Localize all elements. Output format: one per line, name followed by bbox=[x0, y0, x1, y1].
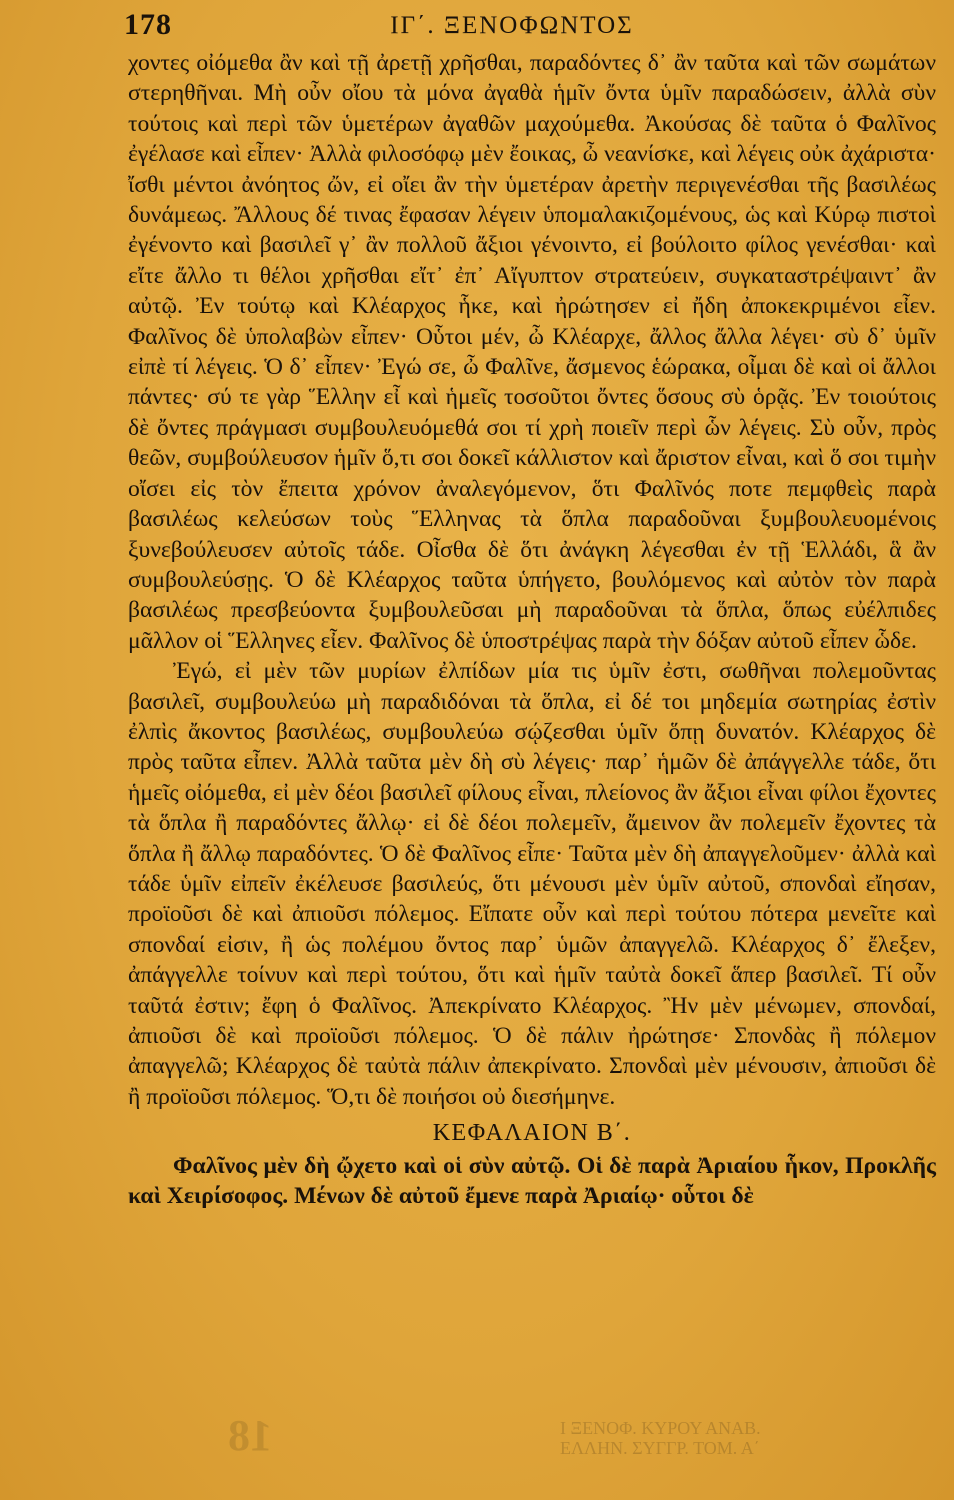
page-number: 178 bbox=[124, 8, 172, 41]
bleed-through-mark: 18 bbox=[228, 1411, 272, 1460]
bleed-through-text: Ι ΞΕΝΟΦ. ΚΥΡΟΥ ΑΝΑΒ. ΕΛΛΗΝ. ΣΥΓΓΡ. ΤΟΜ. Α΄ bbox=[560, 1418, 761, 1458]
running-head: ΙΓ΄. ΞΕΝΟΦΩΝΤΟΣ bbox=[390, 12, 634, 39]
paragraph: Ἐγώ, εἰ μὲν τῶν μυρίων ἐλπίδων μία τις ὑμῖν ἐστι, σωθῆναι πολεμοῦντας βασιλεῖ, συμβουλεύω μὴ παραδιδόναι τὰ ὅπλα, εἰ δέ τοι μηδεμία σωτηρίας ἐστὶν ἐλπὶς ἄκοντος βασιλέως, συμβουλεύω σῴζεσθαι ὑμῖν ὅπῃ δυνατόν. Κλέαρχος δὲ πρὸς ταῦτα εἶπεν. Ἀλλὰ ταῦτα μὲν δὴ σὺ λέγεις· παρ᾽ ἡμῶν δὲ ἀπάγγελλε τάδε, ὅτι ἡμεῖς οἰόμεθα, εἰ μὲν δέοι βασιλεῖ φίλους εἶναι, πλείονος ἂν ἄξιοι εἶναι φίλοι ἔχοντες τὰ ὅπλα ἢ παραδόντες ἄλλῳ· εἰ δὲ δέοι πολεμεῖν, ἄμεινον ἂν πολεμεῖν ἔχοντες τὰ ὅπλα ἢ ἄλλῳ παραδόντες. Ὁ δὲ Φαλῖνος εἶπε· Ταῦτα μὲν δὴ ἀπαγγελοῦμεν· ἀλλὰ καὶ τάδε ὑμῖν εἰπεῖν ἐκέλευσε βασιλεύς, ὅτι μένουσι μὲν ὑμῖν αὐτοῦ, σπονδαὶ εἴησαν, προϊοῦσι δὲ καὶ ἀπιοῦσι πόλεμος. Εἴπατε οὖν καὶ περὶ τούτου πότερα μενεῖτε καὶ σπονδαί εἰσιν, ἢ ὡς πολέμου ὄντος παρ᾽ ὑμῶν ἀπαγγελῶ. Κλέαρχος δ᾽ ἔλεξεν, ἀπάγγελλε τοίνυν καὶ περὶ τούτου, ὅτι καὶ ἡμῖν ταὐτὰ δοκεῖ ἅπερ βασιλεῖ. Τί οὖν ταῦτά ἐστιν; ἔφη ὁ Φαλῖνος. Ἀπεκρίνατο Κλέαρχος. Ἢν μὲν μένωμεν, σπονδαί, ἀπιοῦσι δὲ καὶ προϊοῦσι πόλεμος. Ὁ δὲ πάλιν ἠρώτησε· Σπονδὰς ἢ πόλεμον ἀπαγγελῶ; Κλέαρχος δὲ ταὐτὰ πάλιν ἀπεκρίνατο. Σπονδαὶ μὲν μένουσιν, ἀπιοῦσι δὲ ἢ προϊοῦσι πόλεμος. Ὅ,τι δὲ ποιήσοι οὐ διεσήμηνε. bbox=[128, 658, 936, 1110]
body-text bbox=[128, 48, 936, 1211]
page-header bbox=[0, 6, 954, 40]
paragraph: χοντες οἰόμεθα ἂν καὶ τῇ ἀρετῇ χρῆσθαι, παραδόντες δ᾽ ἂν ταῦτα καὶ τῶν σωμάτων στερηθῆναι. Μὴ οὖν οἴου τὰ μόνα ἀγαθὰ ἡμῖν ὄντα ὑμῖν παραδώσειν, ἀλλὰ σὺν τούτοις καὶ περὶ τῶν ὑμετέρων ἀγαθῶν μαχούμεθα. Ἀκούσας δὲ ταῦτα ὁ Φαλῖνος ἐγέλασε καὶ εἶπεν· Ἀλλὰ φιλοσόφῳ μὲν ἔοικας, ὦ νεανίσκε, καὶ λέγεις οὐκ ἀχάριστα· ἴσθι μέντοι ἀνόητος ὤν, εἰ οἴει ἂν τὴν ὑμετέραν ἀρετὴν περιγενέσθαι τῆς βασιλέως δυνάμεως. Ἄλλους δέ τινας ἔφασαν λέγειν ὑπομαλακιζομένους, ὡς καὶ Κύρῳ πιστοὶ ἐγένοντο καὶ βασιλεῖ γ᾽ ἂν πολλοῦ ἄξιοι γένοιντο, εἰ βούλοιτο φίλος γενέσθαι· καὶ εἴτε ἄλλο τι θέλοι χρῆσθαι εἴτ᾽ ἐπ᾽ Αἴγυπτον στρατεύειν, συγκαταστρέψαιντ᾽ ἂν αὐτῷ. Ἐν τούτῳ καὶ Κλέαρχος ἧκε, καὶ ἠρώτησεν εἰ ἤδη ἀποκεκριμένοι εἶεν. Φαλῖνος δὲ ὑπολαβὼν εἶπεν· Οὗτοι μέν, ὦ Κλέαρχε, ἄλλος ἄλλα λέγει· σὺ δ᾽ ὑμῖν εἰπὲ τί λέγεις. Ὁ δ᾽ εἶπεν· Ἐγώ σε, ὦ Φαλῖνε, ἄσμενος ἑώρακα, οἶμαι δὲ καὶ οἱ ἄλλοι πάντες· σύ τε γὰρ Ἕλλην εἶ καὶ ἡμεῖς τοσοῦτοι ὄντες ὅσους σὺ ὁρᾷς. Ἐν τοιούτοις δὲ ὄντες πράγμασι συμβουλευόμεθά σοι τί χρὴ ποιεῖν περὶ ὧν λέγεις. Σὺ οὖν, πρὸς θεῶν, συμβούλευσον ἡμῖν ὅ,τι σοι δοκεῖ κάλλιστον καὶ ἄριστον εἶναι, καὶ ὅ σοι τιμὴν οἴσει εἰς τὸν ἔπειτα χρόνον ἀναλεγόμενον, ὅτι Φαλῖνός ποτε πεμφθεὶς παρὰ βασιλέως κελεύσων τοὺς Ἕλληνας τὰ ὅπλα παραδοῦναι ξυμβουλευομένοις ξυνεβούλευσεν αὐτοῖς τάδε. Οἶσθα δὲ ὅτι ἀνάγκη λέγεσθαι ἐν τῇ Ἑλλάδι, ἃ ἂν συμβουλεύσῃς. Ὁ δὲ Κλέαρχος ταῦτα ὑπήγετο, βουλόμενος καὶ αὐτὸν τὸν παρὰ βασιλέως πρεσβεύοντα ξυμβουλεῦσαι μὴ παραδοῦναι τὰ ὅπλα, ὅπως εὐέλπιδες μᾶλλον οἱ Ἕλληνες εἶεν. Φαλῖνος δὲ ὑποστρέψας παρὰ τὴν δόξαν αὐτοῦ εἶπεν ὧδε. bbox=[128, 50, 936, 654]
chapter-opening-paragraph: Φαλῖνος μὲν δὴ ᾤχετο καὶ οἱ σὺν αὐτῷ. Οἱ δὲ παρὰ Ἀριαίου ἧκον, Προκλῆς καὶ Χειρίσοφος. Μένων δὲ αὐτοῦ ἔμενε παρὰ Ἀριαίῳ· οὗτοι δὲ bbox=[128, 1152, 936, 1210]
chapter-heading: ΚΕΦΑΛΑΙΟΝ Β΄. bbox=[432, 1120, 632, 1147]
